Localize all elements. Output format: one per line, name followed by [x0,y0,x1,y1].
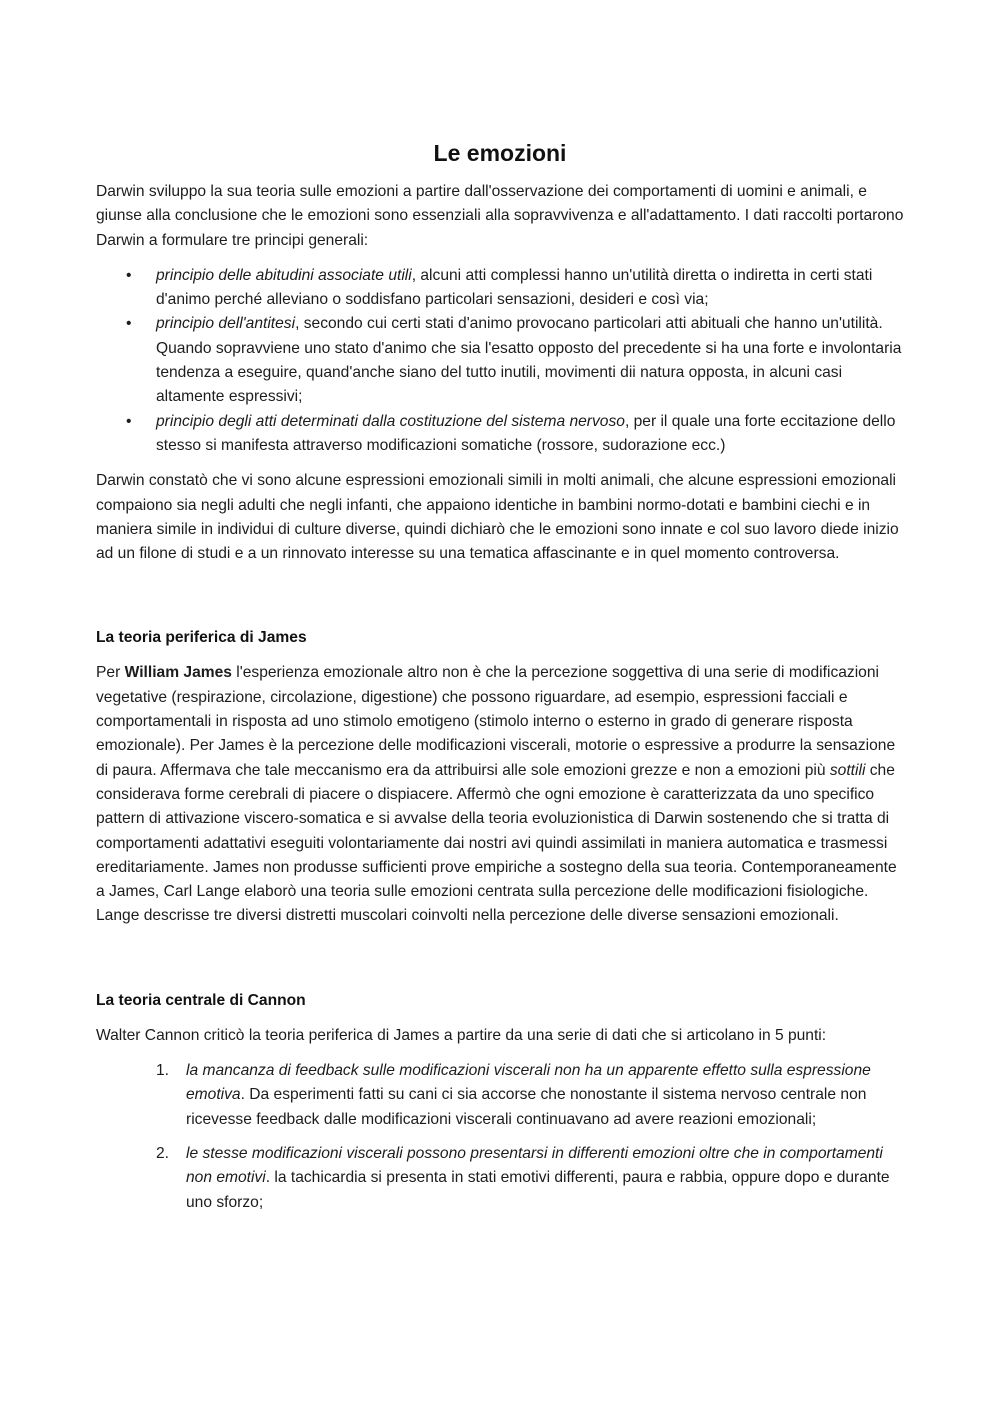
intro-paragraph: Darwin sviluppo la sua teoria sulle emozioni a partire dall'osservazione dei comportamenti di uomini e animali, e giunse alla conclusione che le emozioni sono essenziali alla sopravvivenza e all'adattamento. I dati raccolti portarono Darwin a formulare tre principi generali: [96,183,904,249]
list-item [96,264,904,313]
bullet-icon: • [126,412,132,430]
principle-name: principio delle abitudini associate utili [156,266,412,284]
list-item [96,410,904,459]
james-text-mid: l'esperienza emozionale altro non è che la percezione soggettiva di una serie di modificazioni vegetative (respirazione, circolazione, digestione) che possono riguardare, ad esempio, espressioni facciali e comportamentali in risposta ad uno stimolo emotigeno (stimolo interno o esterno in grado di generare risposta emozionale). Per James è la percezione delle modificazioni viscerali, motorie o espressive a produrre la sensazione di paura. Affermava che tale meccanismo era da attribuirsi alle sole emozioni grezze e non a emozioni più [96,664,896,779]
point-number: 1. [156,1062,170,1080]
darwin-conclusion-paragraph: Darwin constatò che vi sono alcune espressioni emozionali simili in molti animali, che alcune espressioni emozionali compaiono sia negli adulti che negli infanti, che appaiono identiche in bambini normo-dotati e bambini ciechi e in maniera simile in individui di culture diverse, quindi dichiarò che le emozioni sono innate e col suo lavoro diede inizio ad un filone di studi e a un rinnovato interesse su una tematica affascinante e in quel momento controversa. [96,472,899,563]
principle-text: , per il quale una forte eccitazione dello stesso si manifesta attraverso modificazioni somatiche (rossore, sudorazione ecc.) [156,412,896,454]
document-page [96,134,904,1224]
bullet-icon: • [126,266,132,284]
principle-text: , alcuni atti complessi hanno un'utilità diretta o indiretta in certi stati d'animo perché alleviano o soddisfano particolari sensazioni, desideri e così via; [156,266,873,309]
william-james-name: William James [124,664,232,682]
cannon-section-heading: La teoria centrale di Cannon [96,991,306,1009]
james-text-end: che considerava forme cerebrali di piacere o dispiacere. Affermò che ogni emozione è caratterizzata da uno specifico pattern di attivazione viscero-somatica e si avvalse della teoria evoluzionistica di Darwin sostenendo che si tratta di comportamenti adattativi eseguiti volontariamente dai nostri avi quindi assimilati in maniera automatica e trasmessi ereditariamente. James non produsse sufficienti prove empiriche a sostegno della sua teoria. Contemporaneamente a James, Carl Lange elaborò una teoria sulle emozioni centrata sulla percezione delle modificazioni fisiologiche. Lange descrisse tre diversi distretti muscolari coinvolti nella percezione delle diverse sensazioni emozionali. [96,761,897,925]
list-item [96,1142,904,1215]
point-number: 2. [156,1144,170,1162]
point-text: . la tachicardia si presenta in stati emotivi differenti, paura e rabbia, oppure dopo e durante uno sforzo; [186,1169,890,1211]
list-item [96,312,904,409]
bullet-icon: • [126,315,132,333]
principle-text: , secondo cui certi stati d'animo provocano particolari atti abituali che hanno un'utilità. Quando sopravviene uno stato d'animo che sia l'esatto opposto del precedente si ha una forte e involontaria tendenza a eseguire, quand'anche siano del tutto inutili, movimenti dii natura opposta, in alcuni casi altamente espressivi; [156,315,902,406]
cannon-intro-paragraph: Walter Cannon criticò la teoria periferica di James a partire da una serie di dati che si articolano in 5 punti: [96,1026,827,1044]
point-title: la mancanza di feedback sulle modificazioni viscerali non ha un apparente effetto sulla espressione emotiva [186,1062,871,1104]
point-text: . Da esperimenti fatti su cani ci sia accorse che nonostante il sistema nervoso centrale non ricevesse feedback dalle modificazioni viscerali continuavano ad avere reazioni emozionali; [186,1086,867,1128]
james-text-start: Per [96,664,125,682]
james-paragraph [96,661,904,928]
principle-name: principio degli atti determinati dalla costituzione del sistema nervoso [156,412,625,430]
cannon-points-list [96,1059,904,1215]
list-item [96,1059,904,1132]
principle-name: principio dell'antitesi [156,315,296,333]
point-title: le stesse modificazioni viscerali possono presentarsi in differenti emozioni oltre che in comportamenti non emotivi [186,1144,883,1187]
james-section-heading: La teoria periferica di James [96,629,307,647]
document-title: Le emozioni [433,140,567,166]
principles-list [96,264,904,458]
sottili-term: sottili [829,761,866,779]
